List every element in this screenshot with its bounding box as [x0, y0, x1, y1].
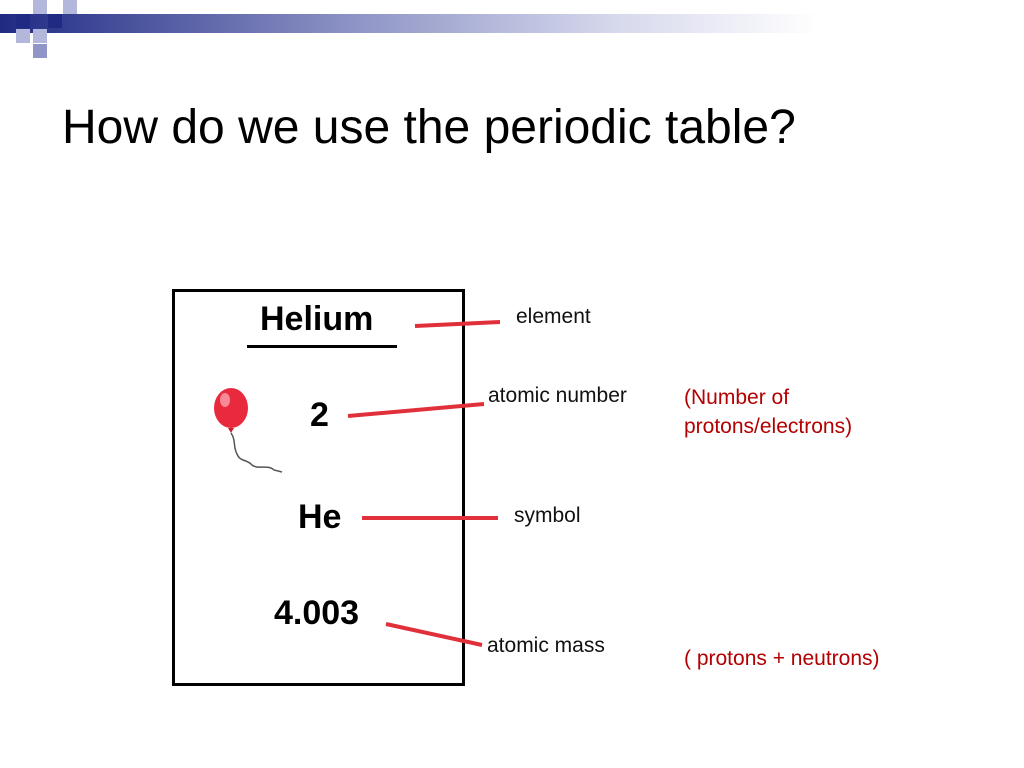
element-symbol: He — [298, 498, 342, 536]
note-atomic-number-line2: protons/electrons) — [684, 415, 853, 438]
atomic-number-value: 2 — [310, 396, 329, 434]
connector-atomic-mass — [386, 624, 482, 645]
note-atomic-number — [684, 383, 852, 441]
slide-title: How do we use the periodic table? — [62, 101, 796, 154]
atomic-mass-value: 4.003 — [274, 594, 360, 632]
label-symbol: symbol — [514, 504, 581, 527]
connector-element — [415, 322, 500, 326]
connector-atomic-number — [348, 404, 484, 416]
element-name: Helium — [260, 300, 374, 338]
label-atomic-mass: atomic mass — [487, 634, 605, 657]
label-atomic-number: atomic number — [488, 384, 627, 407]
note-atomic-mass: ( protons + neutrons) — [684, 647, 880, 670]
note-atomic-number-line1: (Number of — [684, 386, 790, 409]
label-element: element — [516, 305, 591, 328]
